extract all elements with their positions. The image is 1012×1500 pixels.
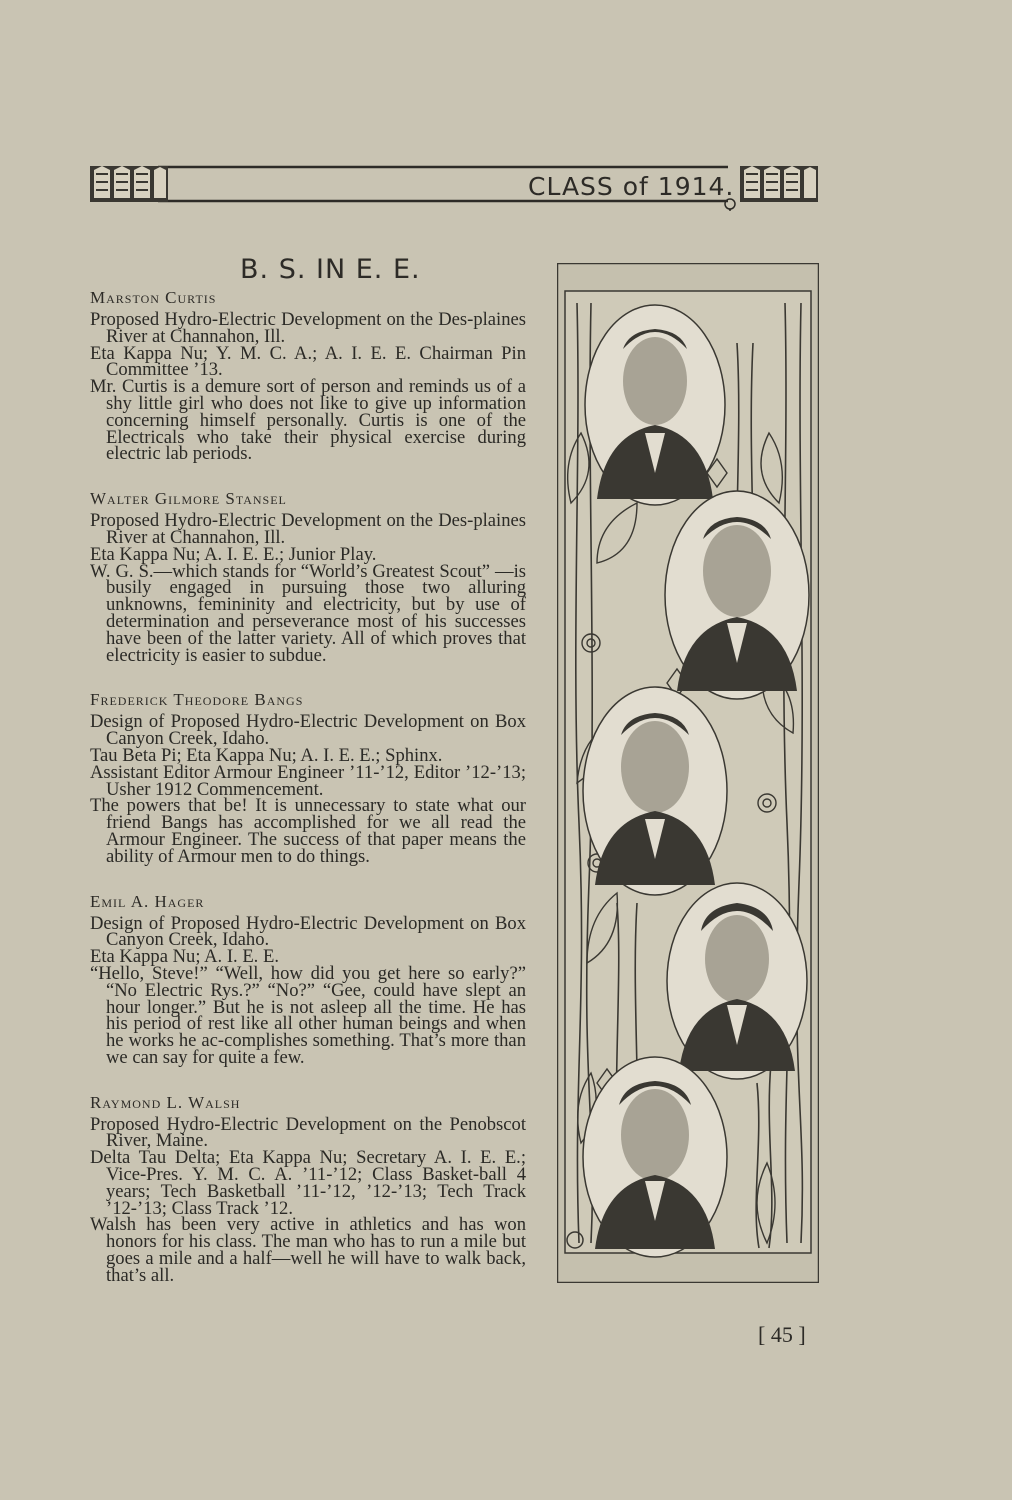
- floral-border-illustration: [557, 263, 819, 1283]
- thesis-title: Design of Proposed Hydro-Electric Development on Box Canyon Creek, Idaho.: [90, 711, 526, 750]
- page-number: [ 45 ]: [758, 1322, 806, 1347]
- thesis-title: Proposed Hydro-Electric Development on the Penobscot River, Maine.: [90, 1113, 526, 1152]
- student-name: Walter Gilmore Stansel: [90, 489, 287, 509]
- banner-title: CLASS of 1914.: [528, 172, 735, 201]
- student-name: Emil A. Hager: [90, 891, 205, 911]
- offices: Assistant Editor Armour Engineer ’11-’12, Editor ’12-’13; Usher 1912 Commencement.: [90, 761, 526, 800]
- description: “Hello, Steve!” “Well, how did you get here so early?” “No Electric Rys.?” “No?” “Gee, could have slept an hour longer.” But he is not asleep all the time. He has his period of rest like all other human beings and when he works he ac-complishes something. That’s more than we can say for quite a few.: [90, 962, 526, 1068]
- thesis-title: Proposed Hydro-Electric Development on the Des-plaines River at Channahon, Ill.: [90, 510, 526, 548]
- thesis-title: Design of Proposed Hydro-Electric Development on Box Canyon Creek, Idaho.: [90, 912, 526, 951]
- biography-entry: [90, 690, 526, 865]
- biography-entry: [90, 489, 526, 664]
- activities: Eta Kappa Nu; A. I. E. E.; Junior Play.: [90, 543, 377, 565]
- activities: Delta Tau Delta; Eta Kappa Nu; Secretary A. I. E. E.; Vice-Pres. Y. M. C. A. ’11-’12; Class Basket-ball 4 years; Tech Basketball ’11-’12, ’12-’13; Tech Track ’12-’13; Class Track ’12.: [90, 1147, 526, 1219]
- right-ornament-icon: [729, 166, 818, 211]
- left-ornament-icon: [90, 166, 168, 202]
- biography-list: [90, 288, 526, 1311]
- portrait-panel: [557, 263, 819, 1283]
- description: Walsh has been very active in athletics and has won honors for his class. The man who has to run a mile but goes a mile and a half—well he will have to walk back, that’s all.: [90, 1214, 526, 1286]
- student-name: Marston Curtis: [90, 288, 217, 307]
- activities: Eta Kappa Nu; A. I. E. E.: [90, 946, 279, 968]
- description: The powers that be! It is unnecessary to state what our friend Bangs has accomplished for we all read the Armour Engineer. The success of that paper means the ability of Armour men to do things.: [90, 795, 526, 867]
- section-title: B. S. IN E. E.: [240, 254, 421, 285]
- activities: Eta Kappa Nu; Y. M. C. A.; A. I. E. E. Chairman Pin Committee ’13.: [90, 342, 526, 381]
- description: Mr. Curtis is a demure sort of person and reminds us of a shy little girl who does not like to give up information concerning himself personally. Curtis is one of the Electricals who take their physical exercise during electric lab periods.: [90, 376, 526, 465]
- student-name: Raymond L. Walsh: [90, 1092, 241, 1112]
- thesis-title: Proposed Hydro-Electric Development on the Des-plaines River at Channahon, Ill.: [90, 309, 526, 347]
- description: W. G. S.—which stands for “World’s Greatest Scout” —is busily engaged in pursuing those two alluring unknowns, femininity and electricity, but by use of determination and perseverance most of his successes have been of the latter variety. All of which proves that electricity is easier to subdue.: [90, 560, 526, 666]
- biography-entry: [90, 288, 526, 463]
- biography-entry: [90, 892, 526, 1067]
- student-name: Frederick Theodore Bangs: [90, 690, 304, 710]
- activities: Tau Beta Pi; Eta Kappa Nu; A. I. E. E.; Sphinx.: [90, 744, 443, 766]
- biography-entry: [90, 1093, 526, 1285]
